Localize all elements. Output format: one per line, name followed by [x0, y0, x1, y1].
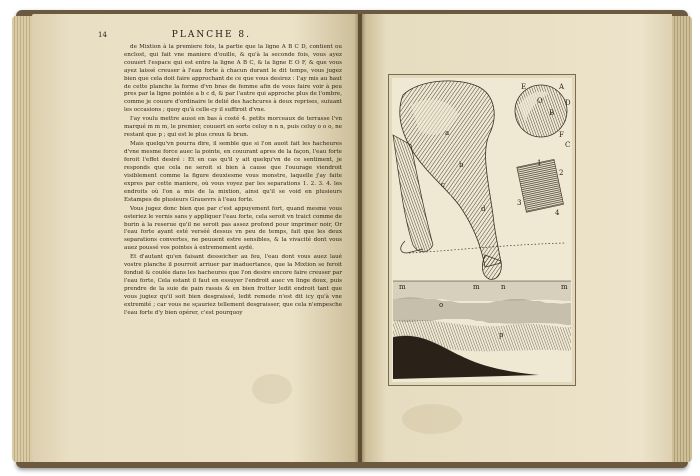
paragraph: de Mixtion à la premiere fois, la partie que la ligne A B C D, contient ou enclost, qui fait vne maniere d'ouille, & qu'à la seconde fois, vous ayez couuert l'espace qui est entre la ligne A B C, & la ligne E O F, & que vous ayez laissé creuser à l'eau forte à chacun durant le dit temps, vous jugez bien que cela doit faire approchant de ce que vous desirez : I'ay mis au haut de cette planche la forme d'vn bras de femme afin de vous faire voir à peu pres par la ligne pointée a b c d, & par l'autre qui approche plus de l'ombre, comme je couure d'ordinaire le delié des hachcures à deux reprises, suiuant les occasions ; quoy qu'à celle-cy il suffiroit d'vne. — [124, 44, 342, 114]
plate-letter: c — [441, 181, 445, 189]
plate-letter: d — [481, 205, 486, 213]
plate-letter: D — [565, 99, 571, 107]
plate-letter: n — [501, 283, 506, 291]
left-page-edges — [12, 16, 34, 462]
engraving-plate — [388, 74, 576, 386]
body-text — [124, 44, 342, 319]
plate-letter: b — [459, 161, 464, 169]
paragraph: Et d'autant qu'en faisant desseicher au feu, l'eau dont vous auez laué vostre planche il pourroit arriuer par inaduertance, que la Mixtion se feroit fonduë & coulée dans les hacheures que l'on desire encore faire creuser par l'eau forte, Cela estant il faut en essuyer l'endroit auec vn linge doux, puis prendre de la suie de pain rassis & en bien frotter ledit endroit tant que vous jugiez qu'il soit bien desgraissé, ledit remede n'est dit icy qu'à vne extremité ; car vous ne sçauriez tellement desgraisser, que cela n'empesche l'eau forte d'y bien opérer, c'est pourquoy — [124, 254, 342, 316]
plate-letter: E — [521, 83, 527, 91]
engraving-illustration — [389, 75, 575, 385]
plate-letter: 2 — [559, 169, 564, 177]
plate-letter: a — [445, 129, 450, 137]
plate-letter: 3 — [517, 199, 522, 207]
plate-letter: m — [561, 283, 568, 291]
open-book — [10, 6, 694, 470]
paragraph: I'ay voulu mettre aussi en bas à costé 4. petits morceaux de terrasse l'vn marqué m m m, le premier, couuert en sorte celuy n n n, puis celuy o o o, ne restant que p ; qui est le plus creux & brun. — [124, 116, 342, 139]
plate-letter: B — [549, 109, 555, 117]
plate-letter: O — [537, 97, 543, 105]
plate-letter: 4 — [555, 209, 560, 217]
plate-title: PLANCHE 8. — [171, 30, 251, 40]
paragraph: Mais quelqu'vn pourra dire, il semble que si l'on auoit fait les hacheures d'vne mesme force auec la pointe, en couurant apres de la façon, l'eau forte feroit l'effet desiré : Et en cas qu'il y ait quelqu'vn de ce sentiment, je responds que cela ne seroit si bien à cause que l'ouurage viendroit visiblement comme la figure deuxiesme vous monstre, laquelle j'ay faite expres par cette maniere, où vous voyez par les separations 1. 2. 3. 4. les endroits où l'on a mis de la mixtion, ainsi qu'il se void en plusieurs Estampes de plusieurs Grauevrs à l'eau forte. — [124, 141, 342, 203]
plate-letter: m — [473, 283, 480, 291]
plate-letter: F — [559, 131, 564, 139]
plate-letter: m — [399, 283, 406, 291]
plate-letter: C — [565, 141, 571, 149]
page-number-inline: 14 — [98, 31, 107, 39]
plate-letter: 1 — [537, 159, 542, 167]
book-gutter — [354, 14, 366, 462]
plate-letter: A — [559, 83, 565, 91]
paragraph: Vous jugez donc bien que par c'est appuyement fort, quand mesme vous osteriez le vernis sans y appliquer l'eau forte, cela seroit vn traict comme de burin à la reserue qu'il ne seroit pas assez profond pour imprimer noir, Or l'eau forte ayant esté verséé dessus vn peu de temps, fait que les deux separations convertes, ne peuuent estre sensibles, & la vivacité dont vous auez poussé vos pointes à extremement aydé. — [124, 205, 342, 252]
page-header — [98, 30, 251, 40]
